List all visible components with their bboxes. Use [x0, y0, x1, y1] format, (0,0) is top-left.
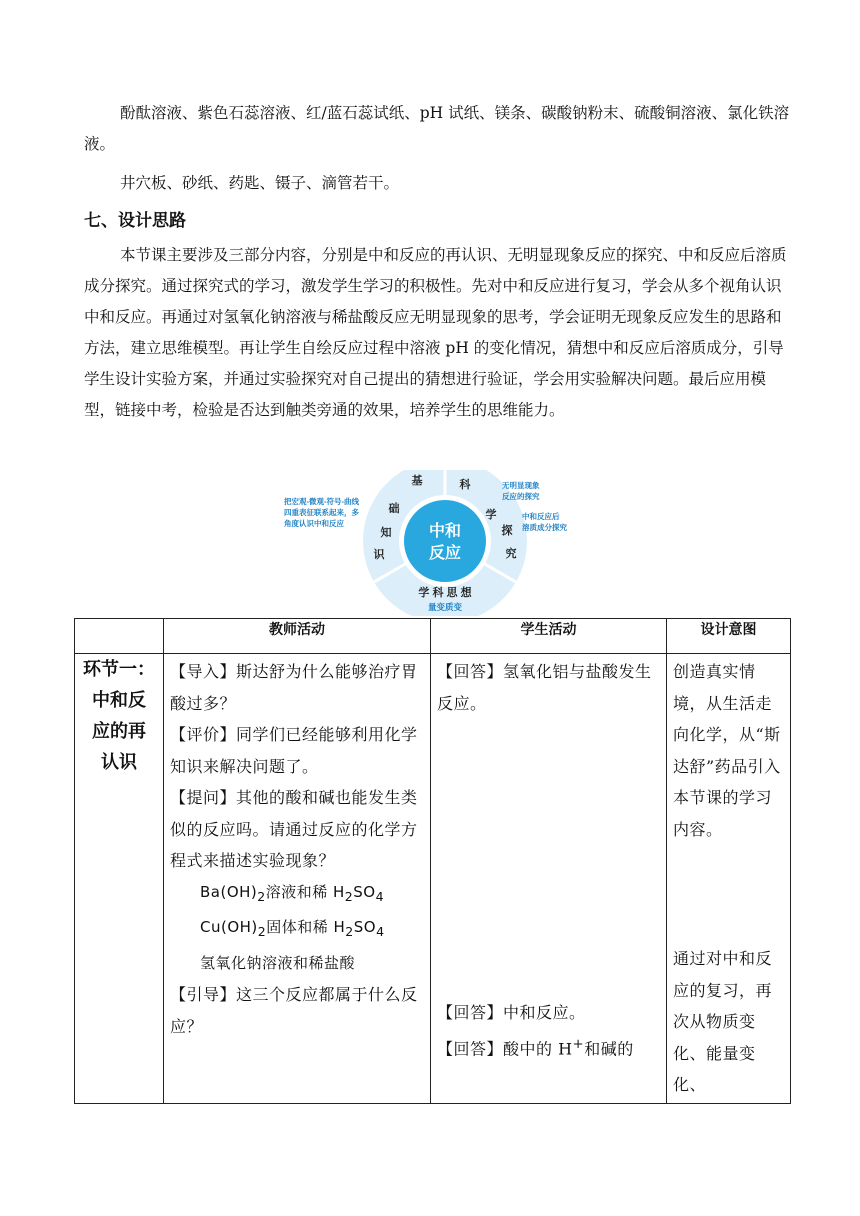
center-label-1: 中和 — [428, 523, 462, 540]
thinking-note: 量变质变 — [427, 602, 463, 612]
diagram-center-circle — [404, 500, 486, 582]
intent-para-1: 创造真实情境，从生活走向化学，从“斯达舒”药品引入本节课的学习内容。 — [673, 662, 781, 839]
teacher-eval: 【评价】同学们已经能够利用化学知识来解决问题了。 — [170, 725, 418, 776]
student-cell — [431, 654, 667, 1104]
left-note-line-1: 把宏观-微观-符号-曲线 — [284, 497, 359, 506]
right-note2-line-1: 中和反应后 — [522, 512, 560, 521]
materials-line2: 井穴板、砂纸、药匙、镊子、滴管若干。 — [120, 174, 400, 192]
header-student: 学生活动 — [431, 619, 667, 654]
intent-cell — [667, 654, 791, 1104]
lesson-table — [74, 618, 791, 1104]
stage-line-2: 中和反 — [92, 690, 146, 711]
center-label-2: 反应 — [428, 545, 462, 562]
right-note1-line-1: 无明显现象 — [502, 481, 540, 490]
stage-line-1: 环节一： — [83, 659, 155, 680]
student-answer-2: 【回答】中和反应。 — [437, 1003, 586, 1022]
teacher-guide: 【引导】这三个反应都属于什么反应？ — [170, 985, 418, 1036]
seg-knowledge-char-4: 识 — [373, 549, 385, 561]
student-answer-3: 【回答】酸中的 H+和碱的 — [437, 1036, 634, 1058]
intent-para-2: 通过对中和反应的复习，再次从物质变化、能量变化、 — [673, 949, 773, 1094]
teacher-cell — [164, 654, 431, 1104]
seg-inquiry-char-3: 探 — [501, 525, 513, 537]
teacher-intro: 【导入】斯达舒为什么能够治疗胃酸过多？ — [170, 662, 418, 713]
right-note1-line-2: 反应的探究 — [502, 492, 540, 501]
stage-line-4: 认识 — [101, 752, 137, 773]
student-answer-1: 【回答】氢氧化铝与盐酸发生反应。 — [437, 662, 652, 713]
seg-inquiry-char-4: 究 — [505, 548, 517, 560]
header-teacher: 教师活动 — [164, 619, 431, 654]
seg-inquiry-char-2: 学 — [485, 509, 497, 521]
stage-line-3: 应的再 — [92, 721, 146, 742]
design-idea-paragraph: 本节课主要涉及三部分内容，分别是中和反应的再认识、无明显现象反应的探究、中和反应后溶质成分探究。通过探究式的学习，激发学生学习的积极性。先对中和反应进行复习，学会从多个视角认识中和反应。再通过对氢氧化钠溶液与稀盐酸反应无明显现象的思考，学会证明无现象反应发生的思路和方法，建立思维模型。再让学生自绘反应过程中溶液 pH 的变化情况，猜想中和反应后溶质成分，引导学生设计实验方案，并通过实验探究对自己提出的猜想进行验证，学会用实验解决问题。最后应用模型，链接中考，检验是否达到触类旁通的效果，培养学生的思维能力。 — [84, 246, 787, 419]
seg-inquiry-char-1: 科 — [459, 479, 471, 491]
section-heading: 七、设计思路 — [84, 211, 186, 231]
left-note-line-3: 角度认识中和反应 — [284, 519, 344, 528]
seg-thinking-label: 学 科 思 想 — [418, 587, 472, 599]
materials-line1: 酚酞溶液、紫色石蕊溶液、红/蓝石蕊试纸、pH 试纸、镁条、碳酸钠粉末、硫酸铜溶液、氯化铁溶液。 — [84, 104, 790, 153]
reaction-1: $Ba(OH)_2$溶液和稀 $H_2SO_4$ — [200, 882, 385, 904]
left-note-line-2: 四重表征联系起来，多 — [284, 508, 359, 517]
seg-knowledge-char-1: 基 — [411, 475, 423, 487]
neutralization-diagram — [278, 470, 582, 616]
stage-cell — [75, 654, 164, 1104]
reaction-3: 氢氧化钠溶液和稀盐酸 — [200, 953, 356, 972]
reaction-2: $Cu(OH)_2$固体和稀 $H_2SO_4$ — [200, 918, 385, 939]
table-header-row — [75, 619, 791, 654]
teacher-ask: 【提问】其他的酸和碱也能发生类似的反应吗。请通过反应的化学方程式来描述实验现象？ — [170, 788, 418, 870]
seg-knowledge-char-2: 础 — [388, 503, 400, 515]
header-intent: 设计意图 — [667, 619, 791, 654]
seg-knowledge-char-3: 知 — [380, 527, 392, 539]
table-row — [75, 654, 791, 1104]
right-note2-line-2: 溶质成分探究 — [522, 523, 567, 532]
header-stage — [75, 619, 164, 654]
